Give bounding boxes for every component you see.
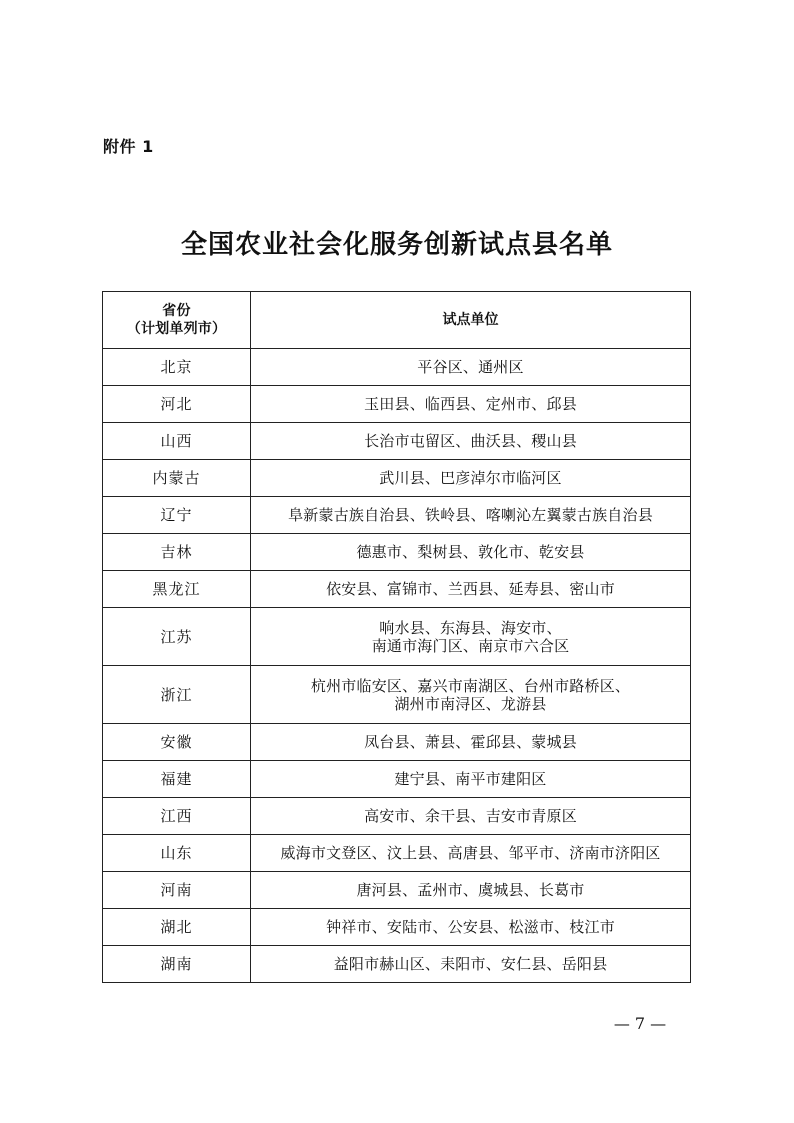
pilot-units-cell: 钟祥市、安陆市、公安县、松滋市、枝江市 bbox=[251, 909, 691, 946]
pilot-county-table bbox=[102, 291, 691, 983]
document-title: 全国农业社会化服务创新试点县名单 bbox=[180, 230, 613, 260]
pilot-units-cell: 高安市、余干县、吉安市青原区 bbox=[251, 798, 691, 835]
pilot-units-cell: 威海市文登区、汶上县、高唐县、邹平市、济南市济阳区 bbox=[251, 835, 691, 872]
table-row bbox=[103, 571, 691, 608]
province-cell: 安徽 bbox=[103, 724, 251, 761]
table-row bbox=[103, 386, 691, 423]
table-row bbox=[103, 946, 691, 983]
province-cell: 山西 bbox=[103, 423, 251, 460]
province-cell: 河南 bbox=[103, 872, 251, 909]
table-body bbox=[103, 349, 691, 983]
pilot-units-cell: 玉田县、临西县、定州市、邱县 bbox=[251, 386, 691, 423]
table-row bbox=[103, 349, 691, 386]
column-header-units: 试点单位 bbox=[251, 292, 691, 349]
pilot-units-cell: 平谷区、通州区 bbox=[251, 349, 691, 386]
table-row bbox=[103, 423, 691, 460]
table-row bbox=[103, 909, 691, 946]
province-cell: 福建 bbox=[103, 761, 251, 798]
pilot-units-cell: 阜新蒙古族自治县、铁岭县、喀喇沁左翼蒙古族自治县 bbox=[251, 497, 691, 534]
table-row bbox=[103, 724, 691, 761]
table-row bbox=[103, 460, 691, 497]
attachment-label: 附件 1 bbox=[103, 137, 154, 156]
province-cell: 山东 bbox=[103, 835, 251, 872]
table-row bbox=[103, 666, 691, 724]
province-cell: 辽宁 bbox=[103, 497, 251, 534]
table-row bbox=[103, 761, 691, 798]
pilot-units-cell: 杭州市临安区、嘉兴市南湖区、台州市路桥区、 湖州市南浔区、龙游县 bbox=[251, 666, 691, 724]
province-cell: 河北 bbox=[103, 386, 251, 423]
pilot-units-cell: 响水县、东海县、海安市、 南通市海门区、南京市六合区 bbox=[251, 608, 691, 666]
province-cell: 湖北 bbox=[103, 909, 251, 946]
province-cell: 内蒙古 bbox=[103, 460, 251, 497]
province-cell: 北京 bbox=[103, 349, 251, 386]
province-cell: 黑龙江 bbox=[103, 571, 251, 608]
page-number: — 7 — bbox=[613, 1014, 667, 1033]
table-row bbox=[103, 497, 691, 534]
pilot-units-cell: 建宁县、南平市建阳区 bbox=[251, 761, 691, 798]
pilot-units-cell: 德惠市、梨树县、敦化市、乾安县 bbox=[251, 534, 691, 571]
table-row bbox=[103, 798, 691, 835]
table-header-row bbox=[103, 292, 691, 349]
table-row bbox=[103, 608, 691, 666]
pilot-units-cell: 长治市屯留区、曲沃县、稷山县 bbox=[251, 423, 691, 460]
pilot-units-cell: 益阳市赫山区、耒阳市、安仁县、岳阳县 bbox=[251, 946, 691, 983]
province-cell: 浙江 bbox=[103, 666, 251, 724]
province-cell: 江西 bbox=[103, 798, 251, 835]
table-row bbox=[103, 872, 691, 909]
province-cell: 吉林 bbox=[103, 534, 251, 571]
table-row bbox=[103, 835, 691, 872]
pilot-units-cell: 武川县、巴彦淖尔市临河区 bbox=[251, 460, 691, 497]
pilot-units-cell: 依安县、富锦市、兰西县、延寿县、密山市 bbox=[251, 571, 691, 608]
pilot-units-cell: 唐河县、孟州市、虞城县、长葛市 bbox=[251, 872, 691, 909]
province-cell: 湖南 bbox=[103, 946, 251, 983]
column-header-province: 省份 （计划单列市） bbox=[103, 292, 251, 349]
province-cell: 江苏 bbox=[103, 608, 251, 666]
pilot-units-cell: 凤台县、萧县、霍邱县、蒙城县 bbox=[251, 724, 691, 761]
table-row bbox=[103, 534, 691, 571]
